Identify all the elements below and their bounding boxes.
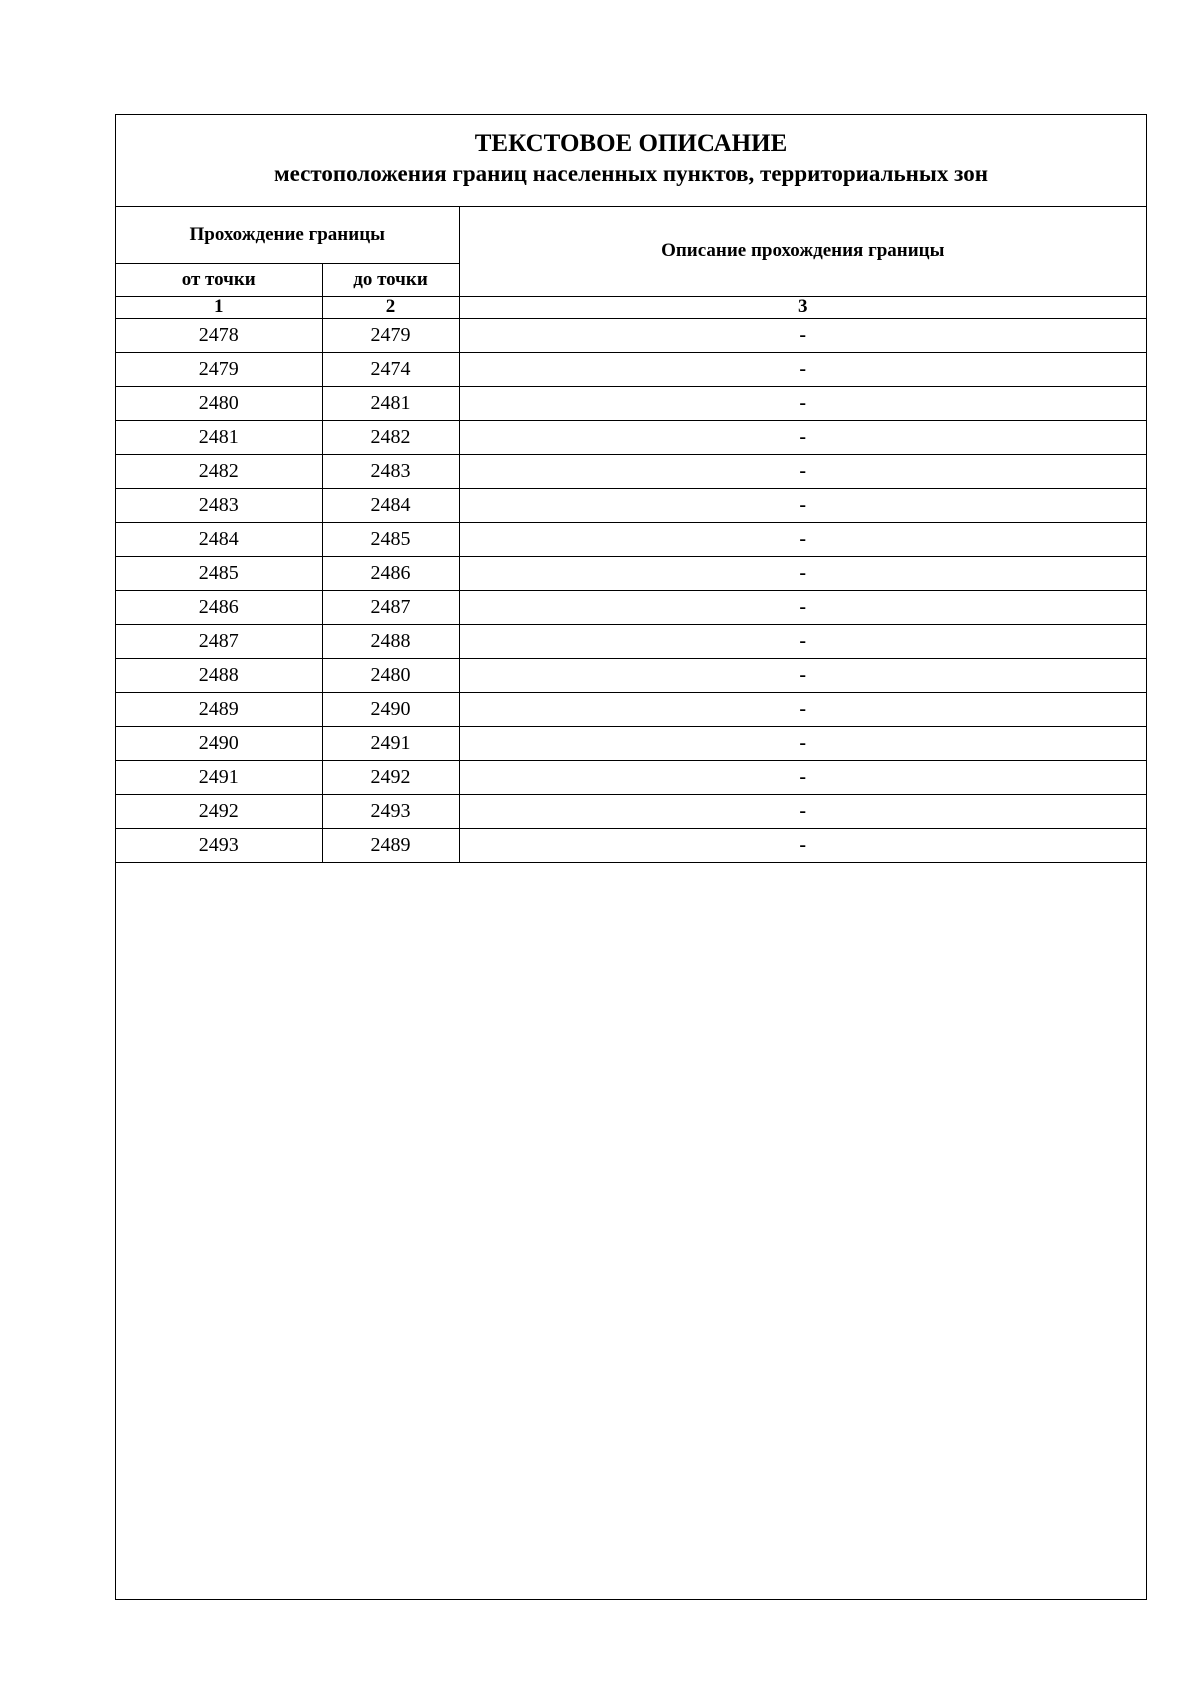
description-cell: - bbox=[459, 658, 1146, 692]
header-to-point: до точки bbox=[322, 263, 459, 296]
from-point-cell: 2480 bbox=[116, 386, 322, 420]
to-point-cell: 2486 bbox=[322, 556, 459, 590]
to-point-cell: 2483 bbox=[322, 454, 459, 488]
table-body bbox=[116, 318, 1146, 862]
from-point-cell: 2489 bbox=[116, 692, 322, 726]
from-point-cell: 2486 bbox=[116, 590, 322, 624]
title-block bbox=[116, 115, 1146, 207]
header-from-point: от точки bbox=[116, 263, 322, 296]
to-point-cell: 2482 bbox=[322, 420, 459, 454]
description-cell: - bbox=[459, 386, 1146, 420]
from-point-cell: 2485 bbox=[116, 556, 322, 590]
from-point-cell: 2491 bbox=[116, 760, 322, 794]
to-point-cell: 2474 bbox=[322, 352, 459, 386]
table-row bbox=[116, 420, 1146, 454]
document-frame bbox=[115, 114, 1147, 1600]
table-row bbox=[116, 386, 1146, 420]
table-row bbox=[116, 556, 1146, 590]
column-number-3: 3 bbox=[459, 296, 1146, 318]
to-point-cell: 2480 bbox=[322, 658, 459, 692]
table-row bbox=[116, 590, 1146, 624]
to-point-cell: 2489 bbox=[322, 828, 459, 862]
to-point-cell: 2492 bbox=[322, 760, 459, 794]
description-cell: - bbox=[459, 692, 1146, 726]
to-point-cell: 2491 bbox=[322, 726, 459, 760]
from-point-cell: 2478 bbox=[116, 318, 322, 352]
table-row bbox=[116, 828, 1146, 862]
description-cell: - bbox=[459, 318, 1146, 352]
to-point-cell: 2484 bbox=[322, 488, 459, 522]
to-point-cell: 2493 bbox=[322, 794, 459, 828]
table-row bbox=[116, 454, 1146, 488]
from-point-cell: 2481 bbox=[116, 420, 322, 454]
description-cell: - bbox=[459, 352, 1146, 386]
description-cell: - bbox=[459, 556, 1146, 590]
document-title: ТЕКСТОВОЕ ОПИСАНИЕ bbox=[474, 130, 788, 157]
from-point-cell: 2490 bbox=[116, 726, 322, 760]
table-row bbox=[116, 624, 1146, 658]
description-cell: - bbox=[459, 488, 1146, 522]
table-row bbox=[116, 318, 1146, 352]
column-number-2: 2 bbox=[322, 296, 459, 318]
description-cell: - bbox=[459, 624, 1146, 658]
table-row bbox=[116, 658, 1146, 692]
header-row-group bbox=[116, 207, 1146, 263]
description-cell: - bbox=[459, 760, 1146, 794]
from-point-cell: 2483 bbox=[116, 488, 322, 522]
description-cell: - bbox=[459, 420, 1146, 454]
description-cell: - bbox=[459, 590, 1146, 624]
boundary-table bbox=[116, 207, 1146, 863]
from-point-cell: 2493 bbox=[116, 828, 322, 862]
header-description: Описание прохождения границы bbox=[459, 207, 1146, 296]
document-subtitle: местоположения границ населенных пунктов, территориальных зон bbox=[274, 161, 988, 186]
description-cell: - bbox=[459, 794, 1146, 828]
from-point-cell: 2487 bbox=[116, 624, 322, 658]
from-point-cell: 2484 bbox=[116, 522, 322, 556]
table-row bbox=[116, 760, 1146, 794]
description-cell: - bbox=[459, 828, 1146, 862]
from-point-cell: 2492 bbox=[116, 794, 322, 828]
to-point-cell: 2481 bbox=[322, 386, 459, 420]
description-cell: - bbox=[459, 522, 1146, 556]
to-point-cell: 2488 bbox=[322, 624, 459, 658]
description-cell: - bbox=[459, 454, 1146, 488]
table-row bbox=[116, 488, 1146, 522]
table-row bbox=[116, 726, 1146, 760]
to-point-cell: 2490 bbox=[322, 692, 459, 726]
table-row bbox=[116, 352, 1146, 386]
to-point-cell: 2485 bbox=[322, 522, 459, 556]
column-number-row bbox=[116, 296, 1146, 318]
description-cell: - bbox=[459, 726, 1146, 760]
from-point-cell: 2479 bbox=[116, 352, 322, 386]
header-boundary-passage: Прохождение границы bbox=[116, 207, 459, 263]
from-point-cell: 2488 bbox=[116, 658, 322, 692]
column-number-1: 1 bbox=[116, 296, 322, 318]
to-point-cell: 2479 bbox=[322, 318, 459, 352]
table-row bbox=[116, 794, 1146, 828]
table-row bbox=[116, 522, 1146, 556]
table-row bbox=[116, 692, 1146, 726]
to-point-cell: 2487 bbox=[322, 590, 459, 624]
from-point-cell: 2482 bbox=[116, 454, 322, 488]
